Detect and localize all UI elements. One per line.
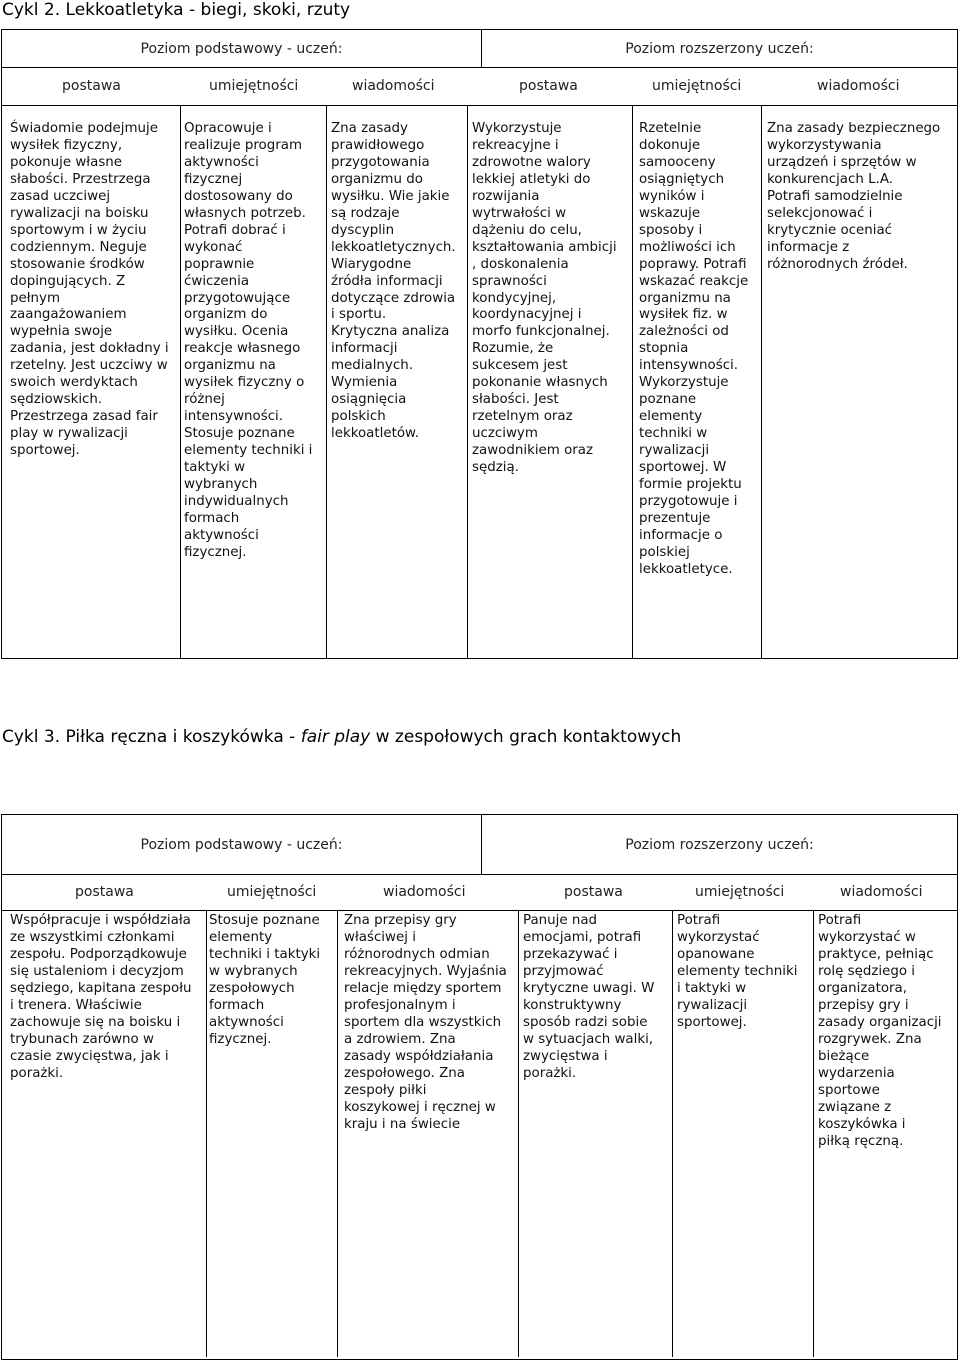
content-row: [2, 911, 958, 1360]
cell-umiejetnosci-ext: Rzetelnie dokonuje samooceny osiągniętych wyników i wskazuje sposoby i możliwości ich poprawy. Potrafi wskazać reakcje organizmu na wysiłek fiz. w zależności od stopnia intensywności. Wykorzystuje poznane elementy techniki w rywalizacji sportowej. W formie projektu przygotowuje i prezentuje informacje o polskiej lekkoatletyce.: [639, 121, 749, 577]
header-wiadomosci: wiadomości: [383, 884, 466, 900]
cell-umiejetnosci-ext: Potrafi wykorzystać opanowane elementy techniki i taktyki w rywalizacji sportowej.: [677, 913, 798, 1030]
cycle3-table: [1, 814, 958, 1360]
cycle3-title-emphasis: fair play: [300, 727, 371, 747]
level-basic: Poziom podstawowy - uczeń:: [2, 815, 482, 875]
header-postawa: postawa: [75, 884, 134, 900]
cell-umiejetnosci: Stosuje poznane elementy techniki i taktyki w wybranych zespołowych formach aktywności fizycznej.: [209, 913, 321, 1047]
level-extended: Poziom rozszerzony uczeń:: [482, 815, 958, 875]
level-basic: Poziom podstawowy - uczeń:: [2, 30, 482, 68]
column-headers: [2, 875, 958, 911]
column-headers: [2, 68, 958, 106]
header-postawa-ext: postawa: [519, 78, 578, 94]
header-wiadomosci-ext: wiadomości: [840, 884, 923, 900]
header-postawa: postawa: [62, 78, 121, 94]
cell-umiejetnosci: Opracowuje i realizuje program aktywności fizycznej dostosowany do własnych potrzeb. Potrafi dobrać i wykonać poprawnie ćwiczenia przygotowujące organizm do wysiłku. Ocenia reakcje własnego organizmu na wysiłek fizyczny o różnej intensywności. Stosuje poznane elementy techniki i taktyki w wybranych indywidualnych formach aktywności fizycznej.: [184, 121, 313, 560]
cell-wiadomosci: Zna zasady prawidłowego przygotowania organizmu do wysiłku. Wie jakie są rodzaje dyscyplin lekkoatletycznych. Wiarygodne źródła informacji dotyczące zdrowia i sportu. Krytyczna analiza informacji medialnych. Wymienia osiągnięcia polskich lekkoatletów.: [331, 121, 456, 442]
cycle3-title: [2, 727, 681, 747]
cycle3-title-suffix: w zespołowych grach kontaktowych: [370, 727, 682, 747]
cell-postawa-ext: Wykorzystuje rekreacyjne i zdrowotne walory lekkiej atletyki do rozwijania wytrwałości w dążeniu do celu, kształtowania ambicji , doskonalenia sprawności kondycyjnej, koordynacyjnej i morfo funkcjonalnej. Rozumie, że sukcesem jest pokonanie własnych słabości. Jest rzetelnym oraz uczciwym zawodnikiem oraz sędzią.: [472, 121, 617, 476]
content-row: [2, 106, 958, 659]
cell-postawa: Świadomie podejmuje wysiłek fizyczny, pokonuje własne słabości. Przestrzega zasad uczciwej rywalizacji na boisku sportowym i w życiu codziennym. Neguje stosowanie środków dopingujących. Z pełnym zaangażowaniem wypełnia swoje zadania, jest dokładny i rzetelny. Jest uczciwy w swoich werdyktach sędziowskich. Przestrzega zasad fair play w rywalizacji sportowej.: [10, 121, 169, 459]
cell-postawa-ext: Panuje nad emocjami, potrafi przekazywać i przyjmować krytyczne uwagi. W konstruktywny sposób radzi sobie w sytuacjach walki, zwycięstwa i porażki.: [523, 913, 655, 1081]
header-umiejetnosci: umiejętności: [209, 78, 299, 94]
header-wiadomosci: wiadomości: [352, 78, 435, 94]
header-umiejetnosci-ext: umiejętności: [695, 884, 785, 900]
cell-wiadomosci: Zna przepisy gry właściwej i różnorodnych odmian rekreacyjnych. Wyjaśnia relacje między sportem profesjonalnym i sportem dla wszystkich a zdrowiem. Zna zasady współdziałania zespołowego. Zna zespoły piłki koszykowej i ręcznej w kraju i na świecie: [344, 913, 507, 1132]
cycle2-table: [1, 29, 958, 659]
cell-wiadomosci-ext: Zna zasady bezpiecznego wykorzystywania urządzeń i sprzętów w konkurencjach L.A. Potrafi samodzielnie selekcjonować i krytycznie oceniać informacje z różnorodnych źródeł.: [767, 121, 941, 272]
header-umiejetnosci-ext: umiejętności: [652, 78, 742, 94]
level-extended: Poziom rozszerzony uczeń:: [482, 30, 958, 68]
header-postawa-ext: postawa: [564, 884, 623, 900]
cell-postawa: Współpracuje i współdziała ze wszystkimi członkami zespołu. Podporządkowuje się ustaleniom i decyzjom sędziego, kapitana zespołu i trenera. Właściwie zachowuje się na boisku i trybunach zarówno w czasie zwycięstwa, jak i porażki.: [10, 913, 192, 1081]
cycle3-title-prefix: Cykl 3. Piłka ręczna i koszykówka -: [2, 727, 301, 747]
header-umiejetnosci: umiejętności: [227, 884, 317, 900]
header-wiadomosci-ext: wiadomości: [817, 78, 900, 94]
cycle2-title: Cykl 2. Lekkoatletyka - biegi, skoki, rzuty: [2, 0, 351, 20]
cell-wiadomosci-ext: Potrafi wykorzystać w praktyce, pełniąc rolę sędziego i organizatora, przepisy gry i zasady organizacji rozgrywek. Zna bieżące wydarzenia sportowe związane z koszykówka i piłką ręczną.: [818, 913, 942, 1149]
